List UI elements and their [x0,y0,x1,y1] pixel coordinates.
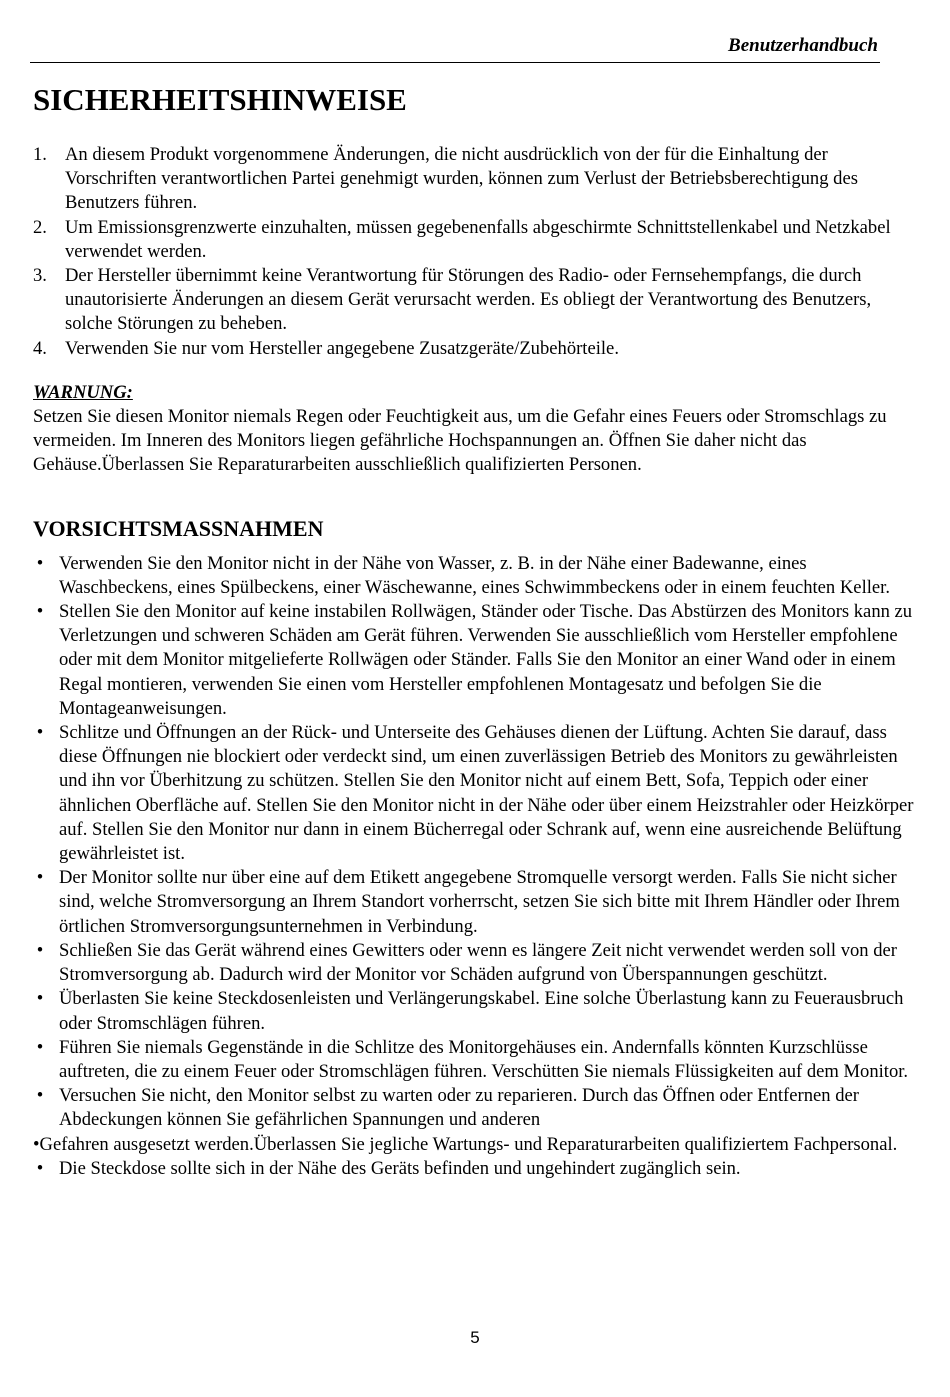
precaution-text: Schließen Sie das Gerät während eines Gewitters oder wenn es längere Zeit nicht verwendet werden soll von der Stromversorgung ab. Dadurch wird der Monitor vor Schäden aufgrund von Überspannungen geschützt. [59,939,897,986]
safety-item-text: Verwenden Sie nur vom Hersteller angegebene Zusatzgeräte/Zubehörteile. [65,337,619,359]
precaution-text: Stellen Sie den Monitor auf keine instabilen Rollwägen, Ständer oder Tische. Das Abstürzen des Monitors kann zu Verletzungen und schweren Schäden am Gerät führen. Verwenden Sie ausschließlich vom Hersteller empfohlene oder mit dem Monitor mitgelieferte Rollwägen oder Ständer. Falls Sie den Monitor an einer Wand oder in einem Regal montieren, verwenden Sie einen vom Hersteller empfohlenen Montagesatz und befolgen Sie die Montageanweisungen. [59,601,913,719]
bullet-icon: • [36,1036,44,1058]
precaution-text: Verwenden Sie den Monitor nicht in der Nähe von Wasser, z. B. in der Nähe einer Badewanne, eines Waschbeckens, eines Spülbeckens, einer Wäschewanne, eines Schwimmbeckens oder in einem feuchten Keller. [59,552,890,598]
safety-item [33,143,917,216]
safety-item [33,216,917,264]
precaution-item [33,1036,917,1084]
bullet-icon: • [33,1133,40,1155]
safety-item [33,337,917,361]
precaution-text: Schlitze und Öffnungen an der Rück- und Unterseite des Gehäuses dienen der Lüftung. Achten Sie darauf, dass diese Öffnungen nie blockiert oder verdeckt sind, um einen zuverlässigen Betrieb des Monitors zu gewährleisten und ihn vor Überhitzung zu schützen. Stellen Sie den Monitor nicht auf einem Bett, Sofa, Teppich oder einer ähnlichen Oberfläche auf. Stellen Sie den Monitor nicht in der Nähe oder über einem Heizstrahler oder Heizkörper auf. Stellen Sie den Monitor nur dann in einem Bücherregal oder Schrank auf, wenn eine ausreichende Belüftung gewährleistet ist. [59,722,914,865]
safety-item-text: An diesem Produkt vorgenommene Änderungen, die nicht ausdrücklich von der für die Einhaltung der Vorschriften verantwortlichen Partei genehmigt wurden, können zum Verlust der Betriebsberechtigung des Benutzers führen. [65,144,858,214]
safety-list [33,143,917,361]
warning-block [33,381,917,478]
safety-item-number: 4. [33,337,47,359]
bullet-icon: • [36,867,44,889]
bullet-icon: • [36,939,44,961]
bullet-icon: • [36,722,44,744]
precaution-item [33,552,917,600]
safety-item-number: 1. [33,144,47,165]
bullet-icon: • [36,552,44,574]
header-title: Benutzerhandbuch [728,35,878,56]
safety-item-number: 3. [33,265,47,287]
warning-text: Setzen Sie diesen Monitor niemals Regen oder Feuchtigkeit aus, um die Gefahr eines Feuers oder Stromschlags zu vermeiden. Im Inneren des Monitors liegen gefährliche Hochspannungen an. Öffnen Sie daher nicht das Gehäuse.Überlassen Sie Reparaturarbeiten ausschließlich qualifizierten Personen. [33,406,887,476]
precaution-text: Führen Sie niemals Gegenstände in die Schlitze des Monitorgehäuses ein. Andernfalls könnten Kurzschlüsse auftreten, die zu einem Feuer oder Stromschlägen führen. Verschütten Sie niemals Flüssigkeiten auf dem Monitor. [59,1036,909,1082]
page-header [30,34,880,63]
precaution-item [33,600,917,721]
safety-heading: SICHERHEITSHINWEISE [33,82,407,117]
precaution-text: Gefahren ausgesetzt werden.Überlassen Sie jegliche Wartungs- und Reparaturarbeiten qualifiziertem Fachpersonal. [39,1133,898,1155]
precautions-list [33,552,917,1181]
precaution-text: Die Steckdose sollte sich in der Nähe des Geräts befinden und ungehindert zugänglich sein. [59,1157,741,1179]
safety-item-number: 2. [33,216,47,238]
precaution-item [33,1084,917,1132]
precaution-item [33,721,917,866]
precaution-text: Versuchen Sie nicht, den Monitor selbst zu warten oder zu reparieren. Durch das Öffnen oder Entfernen der Abdeckungen können Sie gefährlichen Spannungen und anderen [59,1085,859,1131]
bullet-icon: • [36,988,44,1010]
bullet-icon: • [36,601,44,623]
safety-item-text: Der Hersteller übernimmt keine Verantwortung für Störungen des Radio- oder Fernsehempfangs, die durch unautorisierte Änderungen an diesem Gerät verursacht werden. Es obliegt der Verantwortung des Benutzers, solche Störungen zu beheben. [65,265,872,335]
safety-item-text: Um Emissionsgrenzwerte einzuhalten, müssen gegebenenfalls abgeschirmte Schnittstellenkabel und Netzkabel verwendet werden. [65,216,891,262]
precaution-item [33,939,917,987]
bullet-icon: • [36,1085,44,1107]
precaution-item [33,866,917,939]
precaution-text: Der Monitor sollte nur über eine auf dem Etikett angegebene Stromquelle versorgt werden. Falls Sie nicht sicher sind, welche Stromversorgung an Ihrem Standort vorherrscht, setzen Sie sich bitte mit Ihrem Händler oder Ihrem örtlichen Stromversorgungsunternehmen in Verbindung. [59,867,900,937]
warning-title: WARNUNG: [33,381,133,403]
precaution-item [33,1157,917,1181]
page-number: 5 [470,1328,480,1347]
precaution-item [33,1133,917,1157]
precaution-item [33,987,917,1035]
page-content [33,143,917,1181]
bullet-icon: • [36,1157,44,1179]
precautions-heading: VORSICHTSMASSNAHMEN [33,515,324,541]
precaution-text: Überlasten Sie keine Steckdosenleisten und Verlängerungskabel. Eine solche Überlastung kann zu Feuerausbruch oder Stromschlägen führen. [59,988,904,1034]
safety-item [33,264,917,337]
